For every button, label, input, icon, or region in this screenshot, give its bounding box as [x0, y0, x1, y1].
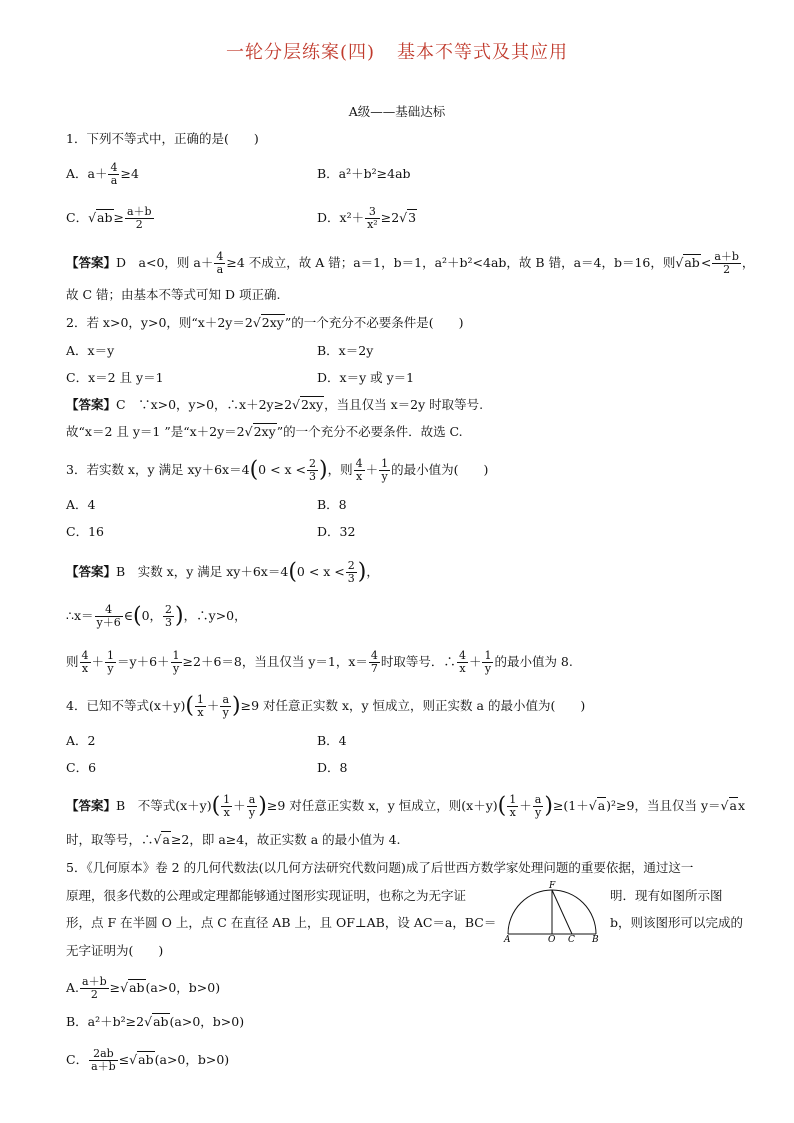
- q5-option-c: C． $\frac{2ab}{a+b}$ ≤√ab(a>0，b>0): [66, 1047, 230, 1073]
- q1-stem: 1．下列不等式中，正确的是( ): [66, 131, 259, 146]
- q4-option-d: D．8: [317, 760, 348, 775]
- label-a: A: [504, 935, 511, 942]
- q3-option-d: D．32: [317, 524, 356, 539]
- title-part2: 基本不等式及其应用: [397, 42, 569, 63]
- q5-stem-line3a: 形，点 F 在半圆 O 上，点 C 在直径 AB 上，且 OF⊥AB，设 AC＝a，BC＝: [66, 915, 497, 930]
- q4-option-c: C．6: [66, 760, 97, 775]
- q4-stem: 4．已知不等式(x＋y)( $\frac{1}{x}$ ＋ $\frac{a}{y}$ )≥9 对任意正实数 x，y 恒成立，则正实数 a 的最小值为( ): [66, 693, 586, 719]
- q5-option-b: B．a²＋b²≥2√ab(a>0，b>0): [66, 1014, 245, 1029]
- q5-stem-line4: 无字证明为( ): [66, 943, 164, 958]
- q5-stem-line1: 5．《几何原本》卷 2 的几何代数法(以几何方法研究代数问题)成了后世西方数学家处理问题的重要依据，通过这一: [66, 860, 694, 875]
- q3-answer-line2: ∴x＝ $\frac{4}{y+6}$ ∈(0， $\frac{2}{3}$ )，∴y>0，: [66, 603, 247, 629]
- q3-option-c: C．16: [66, 524, 104, 539]
- semicircle-figure: [500, 880, 604, 945]
- q3-option-a: A．4: [66, 497, 96, 512]
- q5-stem-line2b: 明．现有如图所示图: [610, 888, 723, 903]
- q4-answer-line1: 【答案】B 不等式(x＋y)( $\frac{1}{x}$ ＋ $\frac{a}{y}$ )≥9 对任意正实数 x，y 恒成立，则(x＋y)( $\frac{1}{x}$ ＋ $\frac{a}{y}$ )≥(1＋√a)²≥9，当且仅当 y＝√ax: [66, 793, 746, 819]
- q2-stem: 2．若 x>0，y>0，则“x＋2y＝2√2xy”的一个充分不必要条件是( ): [66, 315, 464, 330]
- q1-option-d: D．x²＋ $\frac{3}{\text{x²}}$ ≥2√3: [317, 205, 417, 231]
- q3-option-b: B．8: [317, 497, 347, 512]
- q1-option-c: C．√ab≥ $\frac{a+b}{2}$: [66, 205, 152, 231]
- level-heading: A级——基础达标: [348, 104, 446, 119]
- q2-answer-line2: 故“x＝2 且 y＝1 ”是“x＋2y＝2√2xy”的一个充分不必要条件．故选 C.: [66, 424, 463, 439]
- q2-option-b: B．x＝2y: [317, 343, 374, 358]
- q2-option-d: D．x＝y 或 y＝1: [317, 370, 415, 385]
- label-f: F: [549, 881, 556, 891]
- q1-option-b: B．a²＋b²≥4ab: [317, 166, 411, 181]
- label-o: O: [548, 935, 556, 942]
- q5-option-a: A. $\frac{a+b}{2}$ ≥√ab(a>0，b>0): [66, 975, 221, 1001]
- label-c: C: [568, 935, 575, 942]
- q5-stem-line2a: 原理，很多代数的公理或定理都能够通过图形实现证明，也称之为无字证: [66, 888, 467, 903]
- q2-option-a: A．x＝y: [66, 343, 115, 358]
- q1-answer-line1: 【答案】D a<0，则 a＋ $\frac{4}{a}$ ≥4 不成立，故 A 错；a＝1，b＝1，a²＋b²<4ab，故 B 错，a＝4，b＝16，则√ab< $\frac{a+b}{2}$ ，: [66, 250, 755, 276]
- q4-option-a: A．2: [66, 733, 96, 748]
- title-part1: 一轮分层练案(四): [225, 42, 376, 63]
- q5-stem-line3b: b，则该图形可以完成的: [610, 915, 744, 930]
- q1-answer-line2: 故 C 错；由基本不等式可知 D 项正确.: [66, 287, 281, 302]
- q3-answer-line1: 【答案】B 实数 x，y 满足 xy＋6x＝4(0 < x < $\frac{2}{3}$ )，: [66, 559, 379, 585]
- label-b: B: [592, 935, 599, 942]
- q1-option-a: A．a＋ $\frac{4}{a}$ ≥4: [66, 161, 139, 187]
- q3-answer-line3: 则 $\frac{4}{x}$ ＋ $\frac{1}{y}$ ＝y＋6＋ $\frac{1}{y}$ ≥2＋6＝8，当且仅当 y＝1，x＝ $\frac{4}{7}$ 时取等号．∴ $\frac{4}{x}$ ＋ $\frac{1}{y}$ 的最小值为 8.: [66, 649, 573, 675]
- q4-option-b: B．4: [317, 733, 347, 748]
- q4-answer-line2: 时，取等号，∴√a≥2，即 a≥4，故正实数 a 的最小值为 4.: [66, 832, 401, 847]
- q3-stem: 3．若实数 x，y 满足 xy＋6x＝4(0 < x < $\frac{2}{3}$ )，则 $\frac{4}{x}$ ＋ $\frac{1}{y}$ 的最小值为( ): [66, 457, 489, 483]
- page-title: [0, 38, 794, 64]
- q2-option-c: C．x＝2 且 y＝1: [66, 370, 164, 385]
- q2-answer-line1: 【答案】C ∵x>0，y>0，∴x＋2y≥2√2xy，当且仅当 x＝2y 时取等号.: [66, 397, 484, 412]
